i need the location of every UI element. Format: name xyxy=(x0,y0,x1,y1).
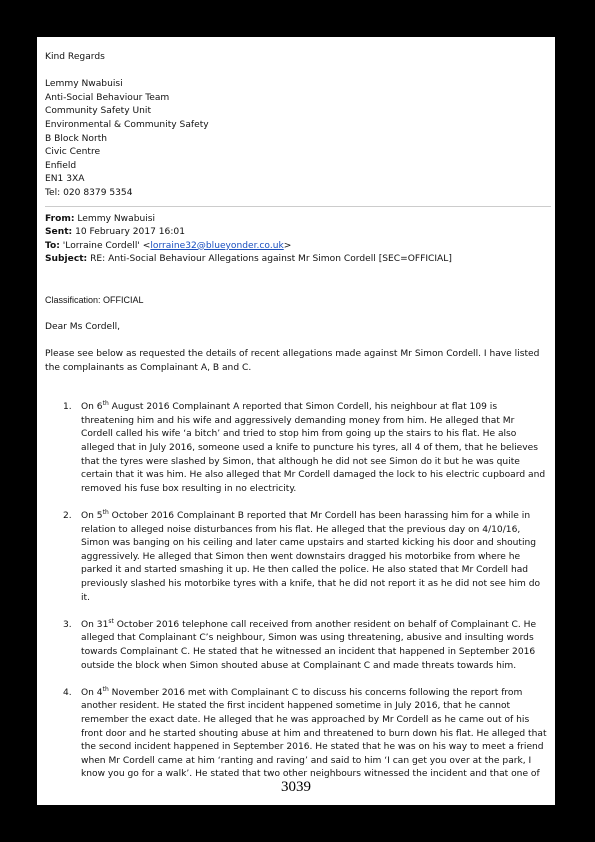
to-line xyxy=(45,240,551,254)
salutation: Dear Ms Cordell, xyxy=(45,322,121,333)
signature-line: Environmental & Community Safety xyxy=(45,119,209,130)
ordinal-suffix: th xyxy=(102,685,109,693)
item-text-line: alleged that in July 2016, someone used a knife to puncture his tyres, all 4 of them, that he believes xyxy=(81,443,538,454)
to-label: To: xyxy=(45,240,60,251)
intro-line-1: Please see below as requested the details of recent allegations made against Mr Simon Cordell. I have listed xyxy=(45,349,540,360)
classification: Classification: OFFICIAL xyxy=(45,295,144,306)
closing: Kind Regards xyxy=(45,52,105,62)
item-number: 3. xyxy=(63,619,72,630)
item-text-line: the second incident happened in September 2016. He stated that he was on his way to meet a friend xyxy=(81,742,544,753)
signature-line: Lemmy Nwabuisi xyxy=(45,79,123,90)
allegation-item xyxy=(45,687,551,782)
item-text-line: relation to alleged noise disturbances from his flat. He alleged that the previous day on 4/10/16, xyxy=(81,524,521,535)
item-date-lead: On 31 xyxy=(81,619,109,630)
item-text-line: know you go for a walk’. He stated that two other neighbours witnessed the incident and that one of xyxy=(81,769,540,780)
item-text-line: when Mr Cordell came at him ‘ranting and raving’ and said to him ‘I can get you over at the park, I xyxy=(81,755,532,766)
intro-line-2: the complainants as Complainant A, B and C. xyxy=(45,363,252,374)
signature-line: Community Safety Unit xyxy=(45,106,152,117)
from-label: From: xyxy=(45,213,75,224)
item-first-text: August 2016 Complainant A reported that Simon Cordell, his neighbour at flat 109 is xyxy=(108,402,498,413)
item-number: 2. xyxy=(63,511,72,521)
item-first-text: October 2016 telephone call received from another resident on behalf of Complainant C. He xyxy=(113,619,537,630)
item-text-line: previously slashed his motorbike tyres with a knife, that he did not report it as he did not see him do xyxy=(81,578,541,589)
item-first-text: October 2016 Complainant B reported that Mr Cordell has been harassing him for a while in xyxy=(108,511,531,521)
item-text-line: Simon was banging on his ceiling and later came upstairs and started kicking his door and shouting xyxy=(81,538,537,549)
item-text-line: outside the block when Simon shouted abuse at Complainant C and made threats towards him. xyxy=(81,660,517,671)
item-text-line: front door and he started shouting abuse at him and threatened to burn down his flat. He alleged that xyxy=(81,728,547,739)
allegations-list xyxy=(45,401,551,782)
item-date-lead: On 4 xyxy=(81,687,103,698)
item-text-line: Cordell called his wife ‘a bitch’ and tried to stop him from going up the stairs to his flat. He also xyxy=(81,429,517,440)
subject-label: Subject: xyxy=(45,254,88,265)
item-text-line: remember the exact date. He alleged that he was approached by Mr Cordell as he came out of his xyxy=(81,714,530,725)
item-text-line: another resident. He stated the first incident happened sometime in July 2016, that he cannot xyxy=(81,701,511,712)
document-page xyxy=(37,37,555,805)
item-text-line: it. xyxy=(81,592,90,603)
page-number: 3039 xyxy=(281,779,311,795)
subject-value: RE: Anti-Social Behaviour Allegations against Mr Simon Cordell [SEC=OFFICIAL] xyxy=(90,254,452,265)
to-close: > xyxy=(283,240,292,251)
subject-line xyxy=(45,253,551,267)
item-text-line: aggressively. He alleged that Simon then went downstairs dragged his motorbike from where he xyxy=(81,551,521,562)
to-name: 'Lorraine Cordell' < xyxy=(62,240,151,251)
to-email-link[interactable]: lorraine32@blueyonder.co.uk xyxy=(150,240,284,251)
item-date-lead: On 5 xyxy=(81,511,103,521)
item-first-line xyxy=(81,687,551,701)
signature-line: Tel: 020 8379 5354 xyxy=(45,187,133,198)
signature-line: Civic Centre xyxy=(45,147,101,158)
from-value: Lemmy Nwabuisi xyxy=(77,213,156,224)
signature-line: Enfield xyxy=(45,160,77,171)
sent-value: 10 February 2017 16:01 xyxy=(75,227,185,238)
item-first-line xyxy=(81,401,551,415)
signature-line: B Block North xyxy=(45,133,108,144)
item-number: 4. xyxy=(63,687,72,698)
ordinal-suffix: th xyxy=(102,400,109,408)
sent-label: Sent: xyxy=(45,227,73,238)
item-first-line xyxy=(81,619,551,633)
header-divider xyxy=(45,206,551,207)
ordinal-suffix: th xyxy=(102,509,109,516)
item-text-line: threatening him and his wife and aggressively demanding money from him. He alleged that Mr xyxy=(81,415,515,426)
item-text-line: that the tyres were slashed by Simon, that although he did not see Simon do it but he was quite xyxy=(81,456,520,467)
signature-line: EN1 3XA xyxy=(45,174,85,185)
ordinal-suffix: st xyxy=(108,617,114,625)
allegation-item xyxy=(45,401,551,496)
email-body xyxy=(45,51,551,795)
signature-block xyxy=(45,78,551,200)
item-first-text: November 2016 met with Complainant C to discuss his concerns following the report from xyxy=(108,687,523,698)
sent-line xyxy=(45,226,551,240)
item-text-line: alleged that Complainant C’s neighbour, Simon was using threatening, abusive and insulting words xyxy=(81,633,534,644)
item-text-line: certain that it was him. He also alleged that Mr Cordell damaged the lock to his electric cupboard and xyxy=(81,470,546,481)
item-text-line: parked it and started smashing it up. He then called the police. He also stated that Mr Cordell had xyxy=(81,565,529,576)
item-text-line: towards Complainant C. He stated that he witnessed an incident that happened in September 2016 xyxy=(81,646,536,657)
allegation-item xyxy=(45,510,551,605)
item-text-line: removed his fuse box resulting in no electricity. xyxy=(81,483,297,494)
item-date-lead: On 6 xyxy=(81,402,103,413)
allegation-item xyxy=(45,619,551,673)
signature-line: Anti-Social Behaviour Team xyxy=(45,92,170,103)
item-first-line xyxy=(81,510,551,524)
item-number: 1. xyxy=(63,402,72,413)
from-line xyxy=(45,213,551,227)
